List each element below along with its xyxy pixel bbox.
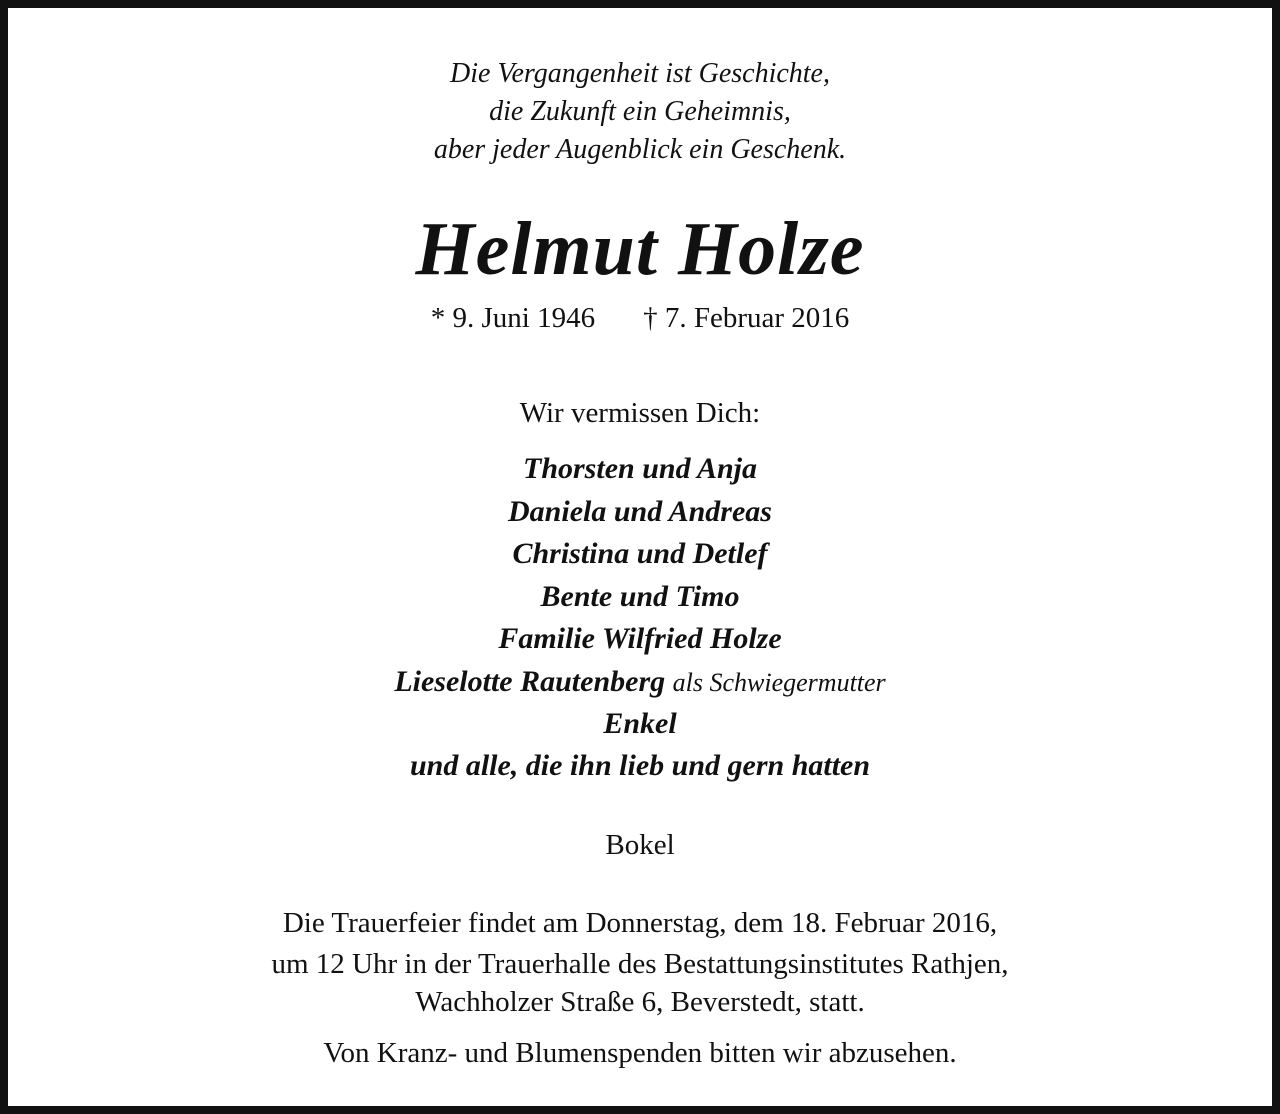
- mourner-7: Enkel: [603, 707, 677, 740]
- miss-line: Wir vermissen Dich:: [519, 397, 761, 429]
- ceremony-line-1: Die Trauerfeier findet am Donnerstag, dem 18. Februar 2016,: [282, 907, 998, 939]
- mourner-3: Christina und Detlef: [512, 537, 768, 570]
- ceremony-line-2: um 12 Uhr in der Trauerhalle des Bestattungsinstitutes Rathjen,: [271, 948, 1009, 980]
- deceased-name: Helmut Holze: [415, 207, 865, 291]
- mourner-4: Bente und Timo: [540, 580, 740, 613]
- mourner-6-name: Lieselotte Rautenberg: [394, 665, 666, 698]
- mourner-6-note: als Schwiegermutter: [672, 668, 886, 697]
- mourner-1: Thorsten und Anja: [523, 452, 757, 485]
- death-date: † 7. Februar 2016: [643, 302, 850, 334]
- mourner-2: Daniela und Andreas: [508, 495, 772, 528]
- mourner-6: [8, 665, 1272, 699]
- quote-line-1: Die Vergangenheit ist Geschichte,: [450, 58, 830, 89]
- birth-date: * 9. Juni 1946: [430, 302, 596, 334]
- life-dates: [8, 302, 1272, 335]
- quote-line-3: aber jeder Augenblick ein Geschenk.: [433, 134, 847, 165]
- mourner-5: Familie Wilfried Holze: [498, 622, 782, 655]
- ceremony-line-3: Wachholzer Straße 6, Beverstedt, statt.: [415, 986, 865, 1018]
- place: Bokel: [605, 829, 675, 861]
- quote-line-2: die Zukunft ein Geheimnis,: [489, 96, 791, 127]
- mourner-8: und alle, die ihn lieb und gern hatten: [409, 749, 871, 782]
- closing-line: Von Kranz- und Blumenspenden bitten wir abzusehen.: [323, 1037, 957, 1069]
